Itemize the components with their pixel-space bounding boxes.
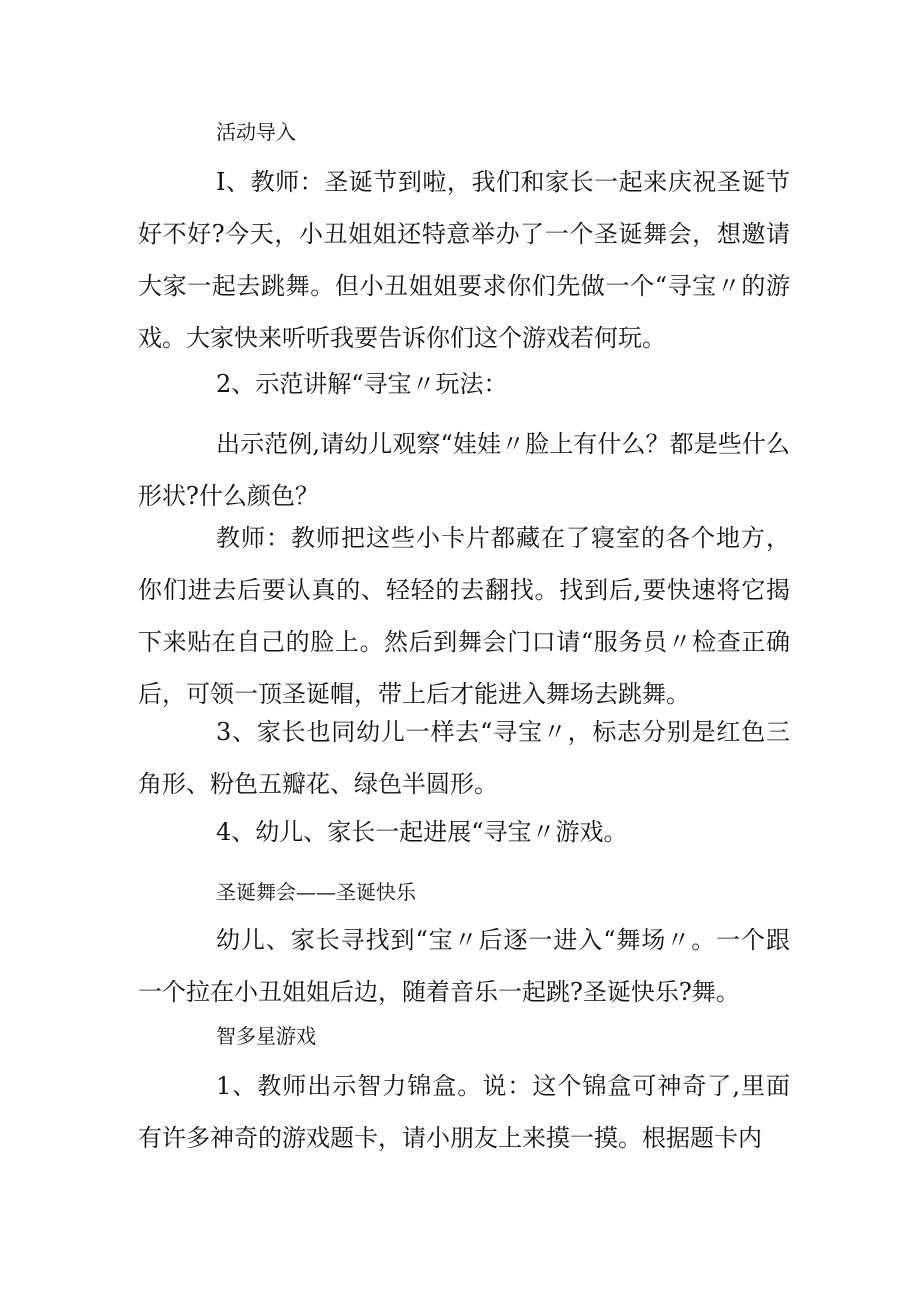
paragraph-treasure-game: 4、幼儿、家长一起进展“寻宝〃游戏。 [216, 818, 628, 846]
paragraph-teacher-intro: I、教师：圣诞节到啦，我们和家长一起来庆祝圣诞节好不好?今天，小丑姐姐还特意举办了一个圣诞舞会，想邀请大家一起去跳舞。但小丑姐姐要求你们先做一个“寻宝〃的游戏。大家快来听听我要告诉你们这个游戏若何玩。 [138, 168, 790, 352]
paragraph-dance: 幼儿、家长寻找到“宝〃后逐一进入“舞场〃。一个跟一个拉在小丑姐姐后边，随着音乐一起跳?圣诞快乐?舞。 [138, 926, 790, 1006]
section-title-activity-intro: 活动导入 [216, 120, 296, 144]
section-title-christmas-dance: 圣诞舞会——圣诞快乐 [216, 880, 416, 904]
section-title-smart-game: 智多星游戏 [216, 1024, 316, 1048]
paragraph-smart-box: 1、教师出示智力锦盒。说：这个锦盒可神奇了,里面有许多神奇的游戏题卡，请小朋友上来摸一摸。根据题卡内 [138, 1072, 790, 1152]
paragraph-parents-treasure: 3、家长也同幼儿一样去“寻宝〃，标志分别是红色三角形、粉色五瓣花、绿色半圆形。 [138, 718, 790, 798]
paragraph-teacher-hide-cards: 教师：教师把这些小卡片都藏在了寝室的各个地方，你们进去后要认真的、轻轻的去翻找。找到后,要快速将它揭下来贴在自己的脸上。然后到舞会门口请“服务员〃检查正确后，可领一顶圣诞帽，带上后才能进入舞场去跳舞。 [138, 524, 790, 708]
paragraph-demo-explain: 2、示范讲解“寻宝〃玩法： [216, 370, 508, 398]
paragraph-show-example: 出示范例,请幼儿观察“娃娃〃脸上有什么？都是些什么形状?什么颜色？ [138, 430, 790, 510]
